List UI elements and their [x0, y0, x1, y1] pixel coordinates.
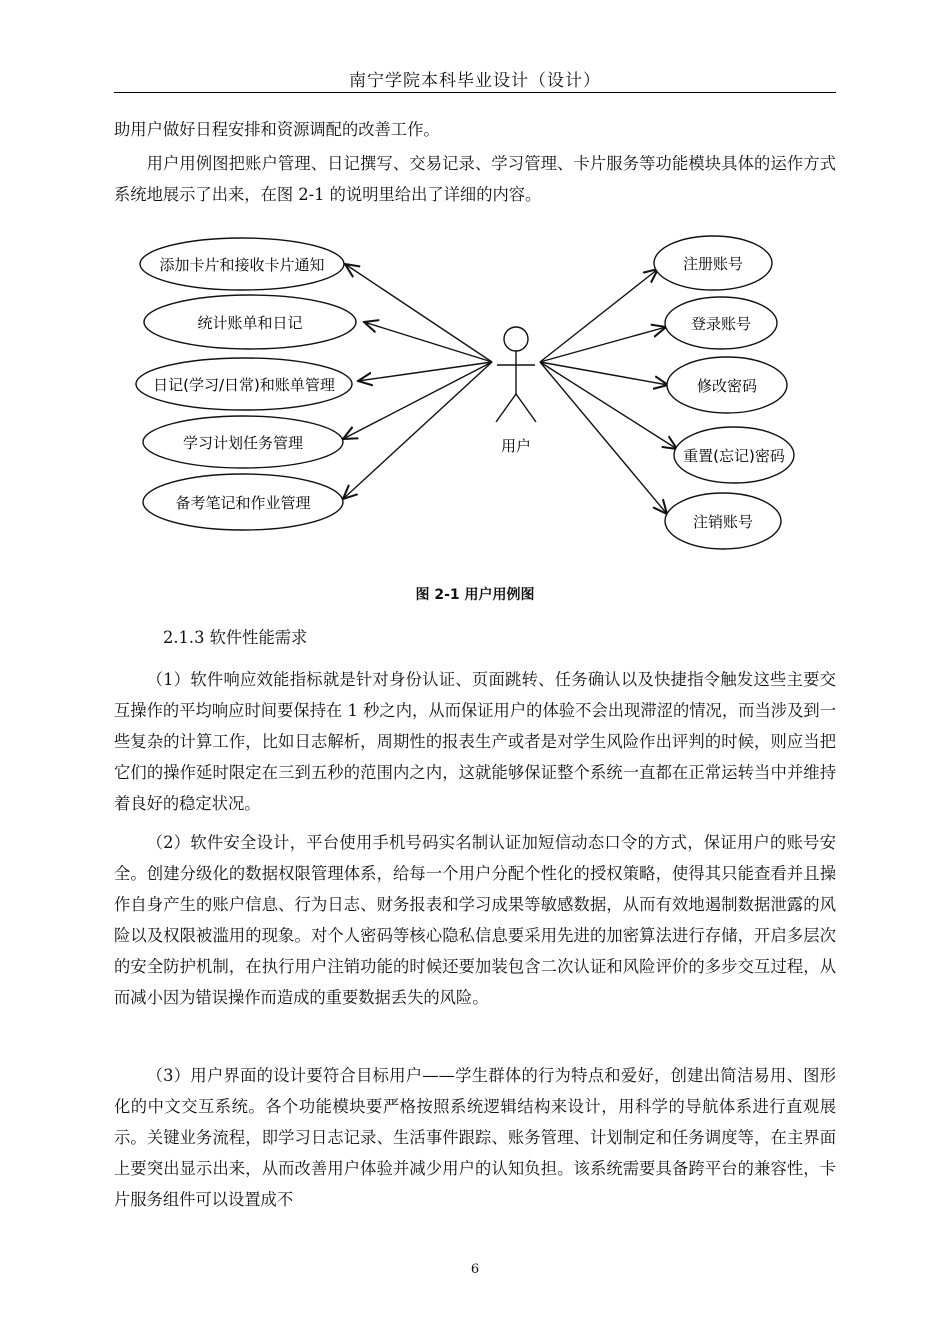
actor-stick-figure — [496, 327, 536, 422]
use-case-label: 日记(学习/日常)和账单管理 — [153, 376, 335, 394]
use-case-diagram — [130, 228, 810, 558]
use-case-right-1 — [654, 236, 772, 290]
use-case-right-5 — [665, 493, 781, 549]
use-case-label: 修改密码 — [696, 377, 758, 395]
figure-caption: 图 2-1 用户用例图 — [415, 587, 535, 603]
use-case-left-4 — [143, 416, 343, 468]
use-case-right-4 — [674, 427, 794, 483]
running-header: 南宁学院本科毕业设计（设计） — [349, 71, 601, 91]
arrow-left-1 — [345, 264, 492, 362]
use-case-left-1 — [140, 238, 344, 290]
arrow-right-5 — [540, 362, 667, 514]
association-arrows — [343, 264, 677, 514]
use-case-label: 添加卡片和接收卡片通知 — [159, 256, 325, 274]
page-number: 6 — [470, 1262, 480, 1277]
use-case-label: 统计账单和日记 — [197, 314, 303, 332]
use-case-right-2 — [665, 297, 777, 349]
use-case-label: 登录账号 — [690, 315, 752, 333]
header-rule — [114, 92, 836, 93]
arrow-left-4 — [343, 362, 492, 439]
use-case-left-3 — [136, 358, 352, 410]
actor-label: 用户 — [500, 437, 532, 455]
arrow-left-5 — [343, 362, 492, 499]
paragraph-security: （2）软件安全设计，平台使用手机号码实名制认证加短信动态口令的方式，保证用户的账号安全。创建分级化的数据权限管理体系，给每一个用户分配个性化的授权策略，使得其只能查看并且操作自身产生的账户信息、行为日志、财务报表和学习成果等敏感数据，从而有效地遏制数据泄露的风险以及权限被滥用的现象。对个人密码等核心隐私信息要采用先进的加密算法进行存储，开启多层次的安全防护机制，在执行用户注销功能的时候还要加装包含二次认证和风险评价的多步交互过程，从而减小因为错误操作而造成的重要数据丢失的风险。 — [114, 833, 836, 1007]
use-case-label: 注销账号 — [692, 513, 754, 531]
paragraph-continuation: 助用户做好日程安排和资源调配的改善工作。 — [114, 120, 440, 139]
paragraph-performance: （1）软件响应效能指标就是针对身份认证、页面跳转、任务确认以及快捷指令触发这些主要交互操作的平均响应时间要保持在 1 秒之内，从而保证用户的体验不会出现滞涩的情况，而当涉及到一些复杂的计算工作，比如日志解析，周期性的报表生产或者是对学生风险作出评判的时候，则应当把它们的操作延时限定在三到五秒的范围内之内，这就能够保证整个系统一直都在正常运转当中并维持着良好的稳定状况。 — [114, 670, 836, 813]
arrow-left-3 — [358, 362, 492, 381]
use-case-left-2 — [144, 295, 356, 349]
use-case-label: 重置(忘记)密码 — [683, 447, 785, 465]
arrow-right-2 — [540, 327, 666, 362]
arrow-right-4 — [540, 362, 677, 449]
arrow-right-1 — [540, 269, 658, 362]
use-case-right-3 — [667, 357, 787, 413]
arrow-left-2 — [364, 322, 492, 362]
use-case-label: 学习计划任务管理 — [182, 434, 304, 452]
paragraph-intro: 用户用例图把账户管理、日记撰写、交易记录、学习管理、卡片服务等功能模块具体的运作方式系统地展示了出来，在图 2-1 的说明里给出了详细的内容。 — [114, 154, 836, 204]
use-case-label: 备考笔记和作业管理 — [175, 494, 311, 512]
paragraph-interface: （3）用户界面的设计要符合目标用户——学生群体的行为特点和爱好，创建出简洁易用、图形化的中文交互系统。各个功能模块要严格按照系统逻辑结构来设计，用科学的导航体系进行直观展示。关键业务流程，即学习日志记录、生活事件跟踪、账务管理、计划制定和任务调度等，在主界面上要突出显示出来，从而改善用户体验并减少用户的认知负担。该系统需要具备跨平台的兼容性，卡片服务组件可以设置成不 — [114, 1066, 836, 1209]
use-case-label: 注册账号 — [682, 255, 744, 273]
section-heading: 2.1.3 软件性能需求 — [163, 628, 308, 647]
use-case-left-5 — [143, 474, 343, 530]
